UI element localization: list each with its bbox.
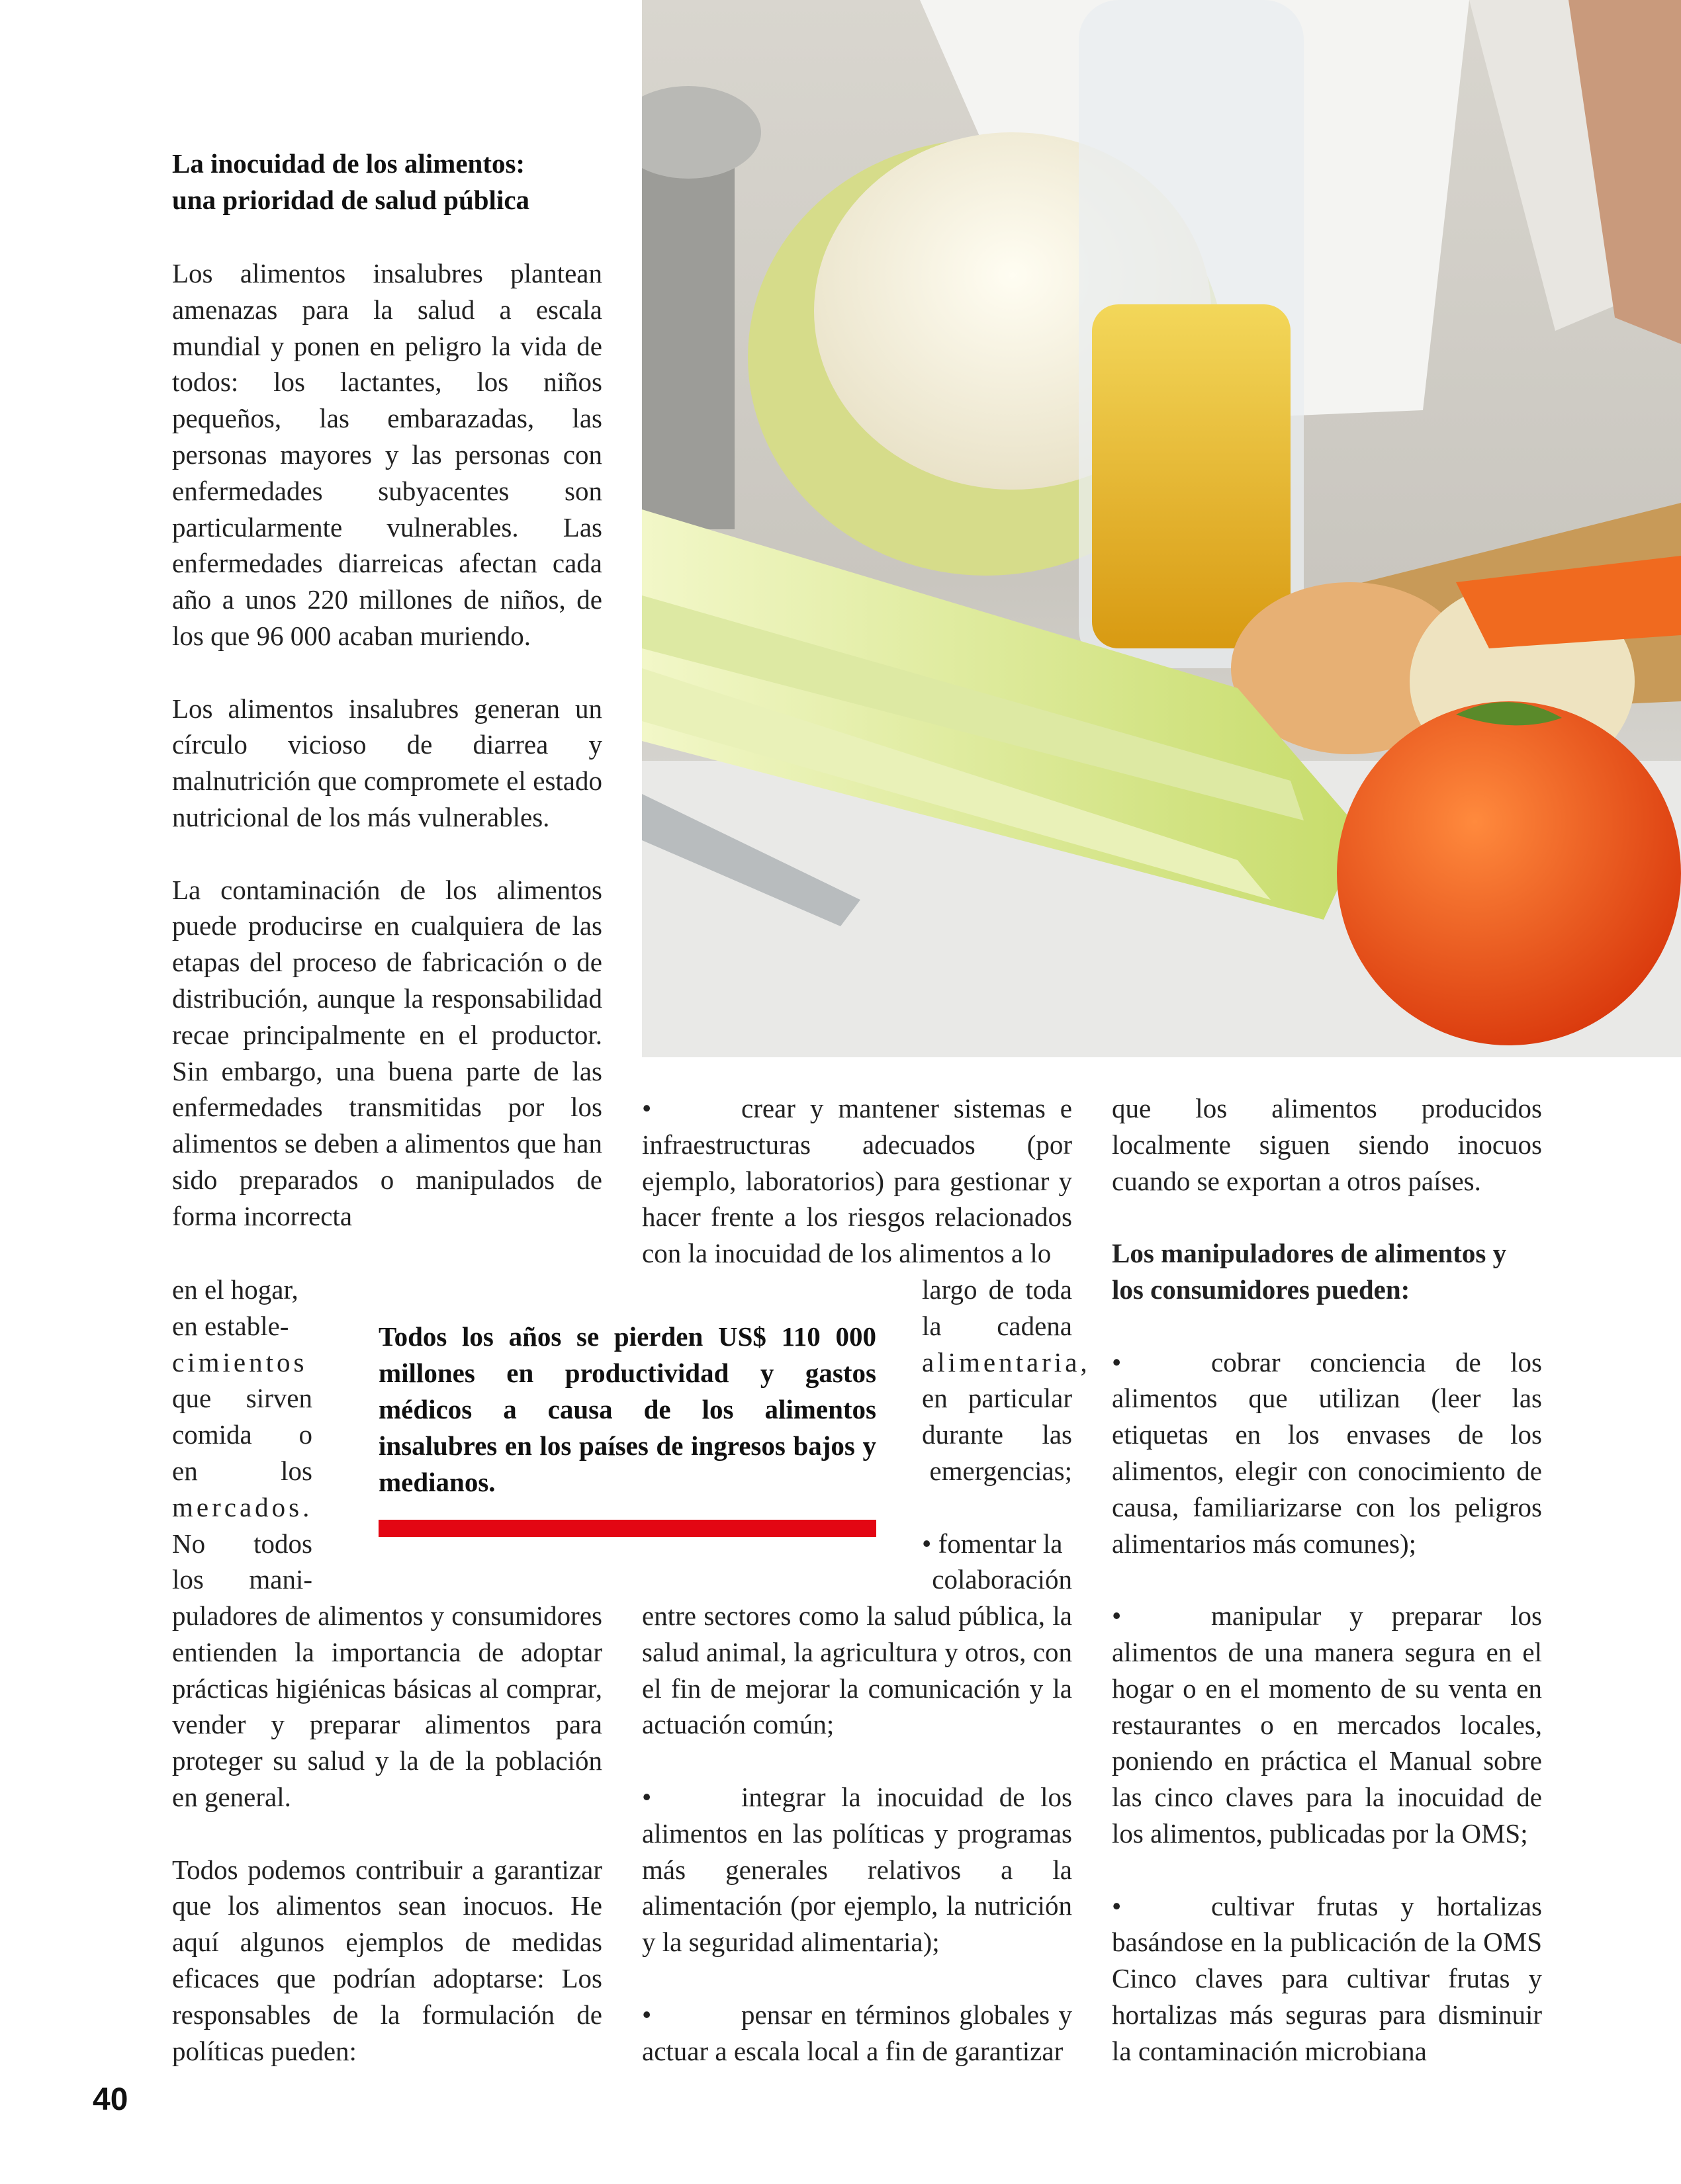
narrow-line: que sirven	[172, 1383, 312, 1414]
bullet-mark: •	[642, 1093, 652, 1123]
narrow-line: durante las	[922, 1419, 1072, 1450]
column-1-bottom	[172, 1598, 602, 2069]
narrow-line: colaboración	[932, 1564, 1072, 1595]
narrow-line: mercados.	[172, 1491, 313, 1522]
paragraph-everyone-contributes: Todos podemos contribuir a garantizar que los alimentos sean inocuos. He aquí algunos ejemplos de medidas eficaces que podrían adoptarse: Los responsables de la formulación de políticas pueden:	[172, 1854, 602, 2066]
bullet-systems	[642, 1090, 1072, 1272]
narrow-line: No todos	[172, 1528, 312, 1559]
bullet-mark: •	[1112, 1346, 1122, 1377]
paragraph-vicious-circle: Los alimentos insalubres generan un círculo vicioso de diarrea y malnutrición que compromete el estado nutricional de los más vulnerables.	[172, 693, 602, 832]
bullet-handle-safely	[1112, 1598, 1542, 1852]
column-3	[1112, 1090, 1542, 2070]
article-heading-line-2: una prioridad de salud pública	[172, 185, 530, 215]
bullet-collaboration-rest: entre sectores como la salud pública, la salud animal, la agricultura y otros, con el fin de mejorar la comunicación y la actuación común;	[642, 1600, 1072, 1740]
bullet-integrate-rest: alimentos en las políticas y programas más generales relativos a la alimentación (por ejemplo, la nutrición y la seguridad alimentaria);	[642, 1817, 1072, 1958]
column-1-top	[172, 255, 602, 1235]
narrow-line: alimentaria,	[922, 1346, 1091, 1377]
narrow-line: comida o	[172, 1419, 312, 1450]
narrow-line: en estable-	[172, 1310, 289, 1341]
bullet-think-global	[642, 1997, 1072, 2070]
page-number: 40	[93, 2082, 128, 2117]
bullet-think-global-rest: actuar a escala local a fin de garantizar	[642, 2035, 1064, 2066]
bullet-grow-produce-first: cultivar frutas y hortalizas	[1211, 1890, 1542, 1921]
bullet-systems-rest: infraestructuras adecuados (por ejemplo, laboratorios) para gestionar y hacer frente a los riesgos relacionados con la inocuidad de los alimentos a lo	[642, 1129, 1072, 1269]
bullet-handle-safely-first: manipular y preparar los	[1211, 1600, 1542, 1632]
pull-quote: Todos los años se pierden US$ 110 000 millones en productividad y gastos médicos a causa de los alimentos insalubres en los países de ingresos bajos y medianos.	[379, 1321, 876, 1497]
column-1-narrow	[172, 1272, 312, 1598]
pull-quote-red-bar	[379, 1520, 876, 1537]
column-2-bottom	[642, 1598, 1072, 2069]
bullet-systems-first: crear y mantener sistemas e	[741, 1093, 1072, 1123]
bullet-think-global-first: pensar en términos globales y	[741, 1999, 1072, 2030]
bullet-grow-produce	[1112, 1888, 1542, 2070]
narrow-line: en el hogar,	[172, 1274, 298, 1305]
bullet-mark: •	[642, 1781, 652, 1812]
narrow-line: emergencias;	[929, 1455, 1072, 1486]
paragraph-exports: que los alimentos producidos localmente siguen siendo inocuos cuando se exportan a otros países.	[1112, 1093, 1542, 1196]
column-2-narrow	[922, 1272, 1091, 1598]
narrow-line: largo de toda	[922, 1274, 1072, 1305]
bullet-mark: •	[1112, 1890, 1122, 1921]
bullet-integrate-first: integrar la inocuidad de los	[741, 1781, 1072, 1812]
narrow-line: • fomentar la	[922, 1528, 1063, 1559]
narrow-line: la cadena	[922, 1310, 1072, 1341]
narrow-line: en particular	[922, 1383, 1072, 1414]
bullet-handle-safely-rest: alimentos de una manera segura en el hogar o en el momento de su venta en restaurantes o en mercados locales, poniendo en práctica el Manual sobre las cinco claves para la inocuidad de los alimentos, publicadas por la OMS;	[1112, 1636, 1542, 1849]
bullet-awareness	[1112, 1344, 1542, 1562]
paragraph-unsafe-food-threats: Los alimentos insalubres plantean amenazas para la salud a escala mundial y ponen en peligro la vida de todos: los lactantes, los niños pequeños, las embarazadas, las personas mayores y las personas con enfermedades subyacentes son particularmente vulnerables. Las enfermedades diarreicas afectan cada año a unos 220 millones de niños, de los que 96 000 acaban muriendo.	[172, 258, 602, 651]
vegetables-illustration	[642, 0, 1681, 1057]
bullet-awareness-first: cobrar conciencia de los	[1211, 1346, 1542, 1377]
article-heading	[172, 146, 602, 218]
column-2-top	[642, 1090, 1072, 1272]
bullet-integrate	[642, 1779, 1072, 1960]
narrow-line: cimientos	[172, 1346, 308, 1377]
subheading-handlers-consumers: Los manipuladores de alimentos y los consumidores pueden:	[1112, 1238, 1507, 1305]
narrow-line: los mani-	[172, 1564, 312, 1595]
bullet-grow-produce-rest: basándose en la publicación de la OMS Cinco claves para cultivar frutas y hortalizas más seguras para disminuir la contaminación microbiana	[1112, 1927, 1542, 2066]
vegetables-photo	[642, 0, 1681, 1057]
bullet-awareness-rest: alimentos que utilizan (leer las etiquetas en los envases de los alimentos, elegir con conocimiento de causa, familiarizarse con los peligros alimentarios más comunes);	[1112, 1383, 1542, 1559]
paragraph-contamination: La contaminación de los alimentos puede producirse en cualquiera de las etapas del proceso de fabricación o de distribución, aunque la responsabilidad recae principalmente en el productor. Sin embargo, una buena parte de las enfermedades transmitidas por los alimentos se deben a alimentos que han sido preparados o manipulados de forma incorrecta	[172, 874, 602, 1231]
narrow-line: en los	[172, 1455, 312, 1486]
bullet-mark: •	[1112, 1600, 1122, 1632]
bullet-mark: •	[642, 1999, 652, 2030]
paragraph-handlers: puladores de alimentos y consumidores entienden la importancia de adoptar prácticas higiénicas básicas al comprar, vender y preparar alimentos para proteger su salud y la de la población en general.	[172, 1600, 602, 1812]
article-heading-line-1: La inocuidad de los alimentos:	[172, 148, 525, 179]
